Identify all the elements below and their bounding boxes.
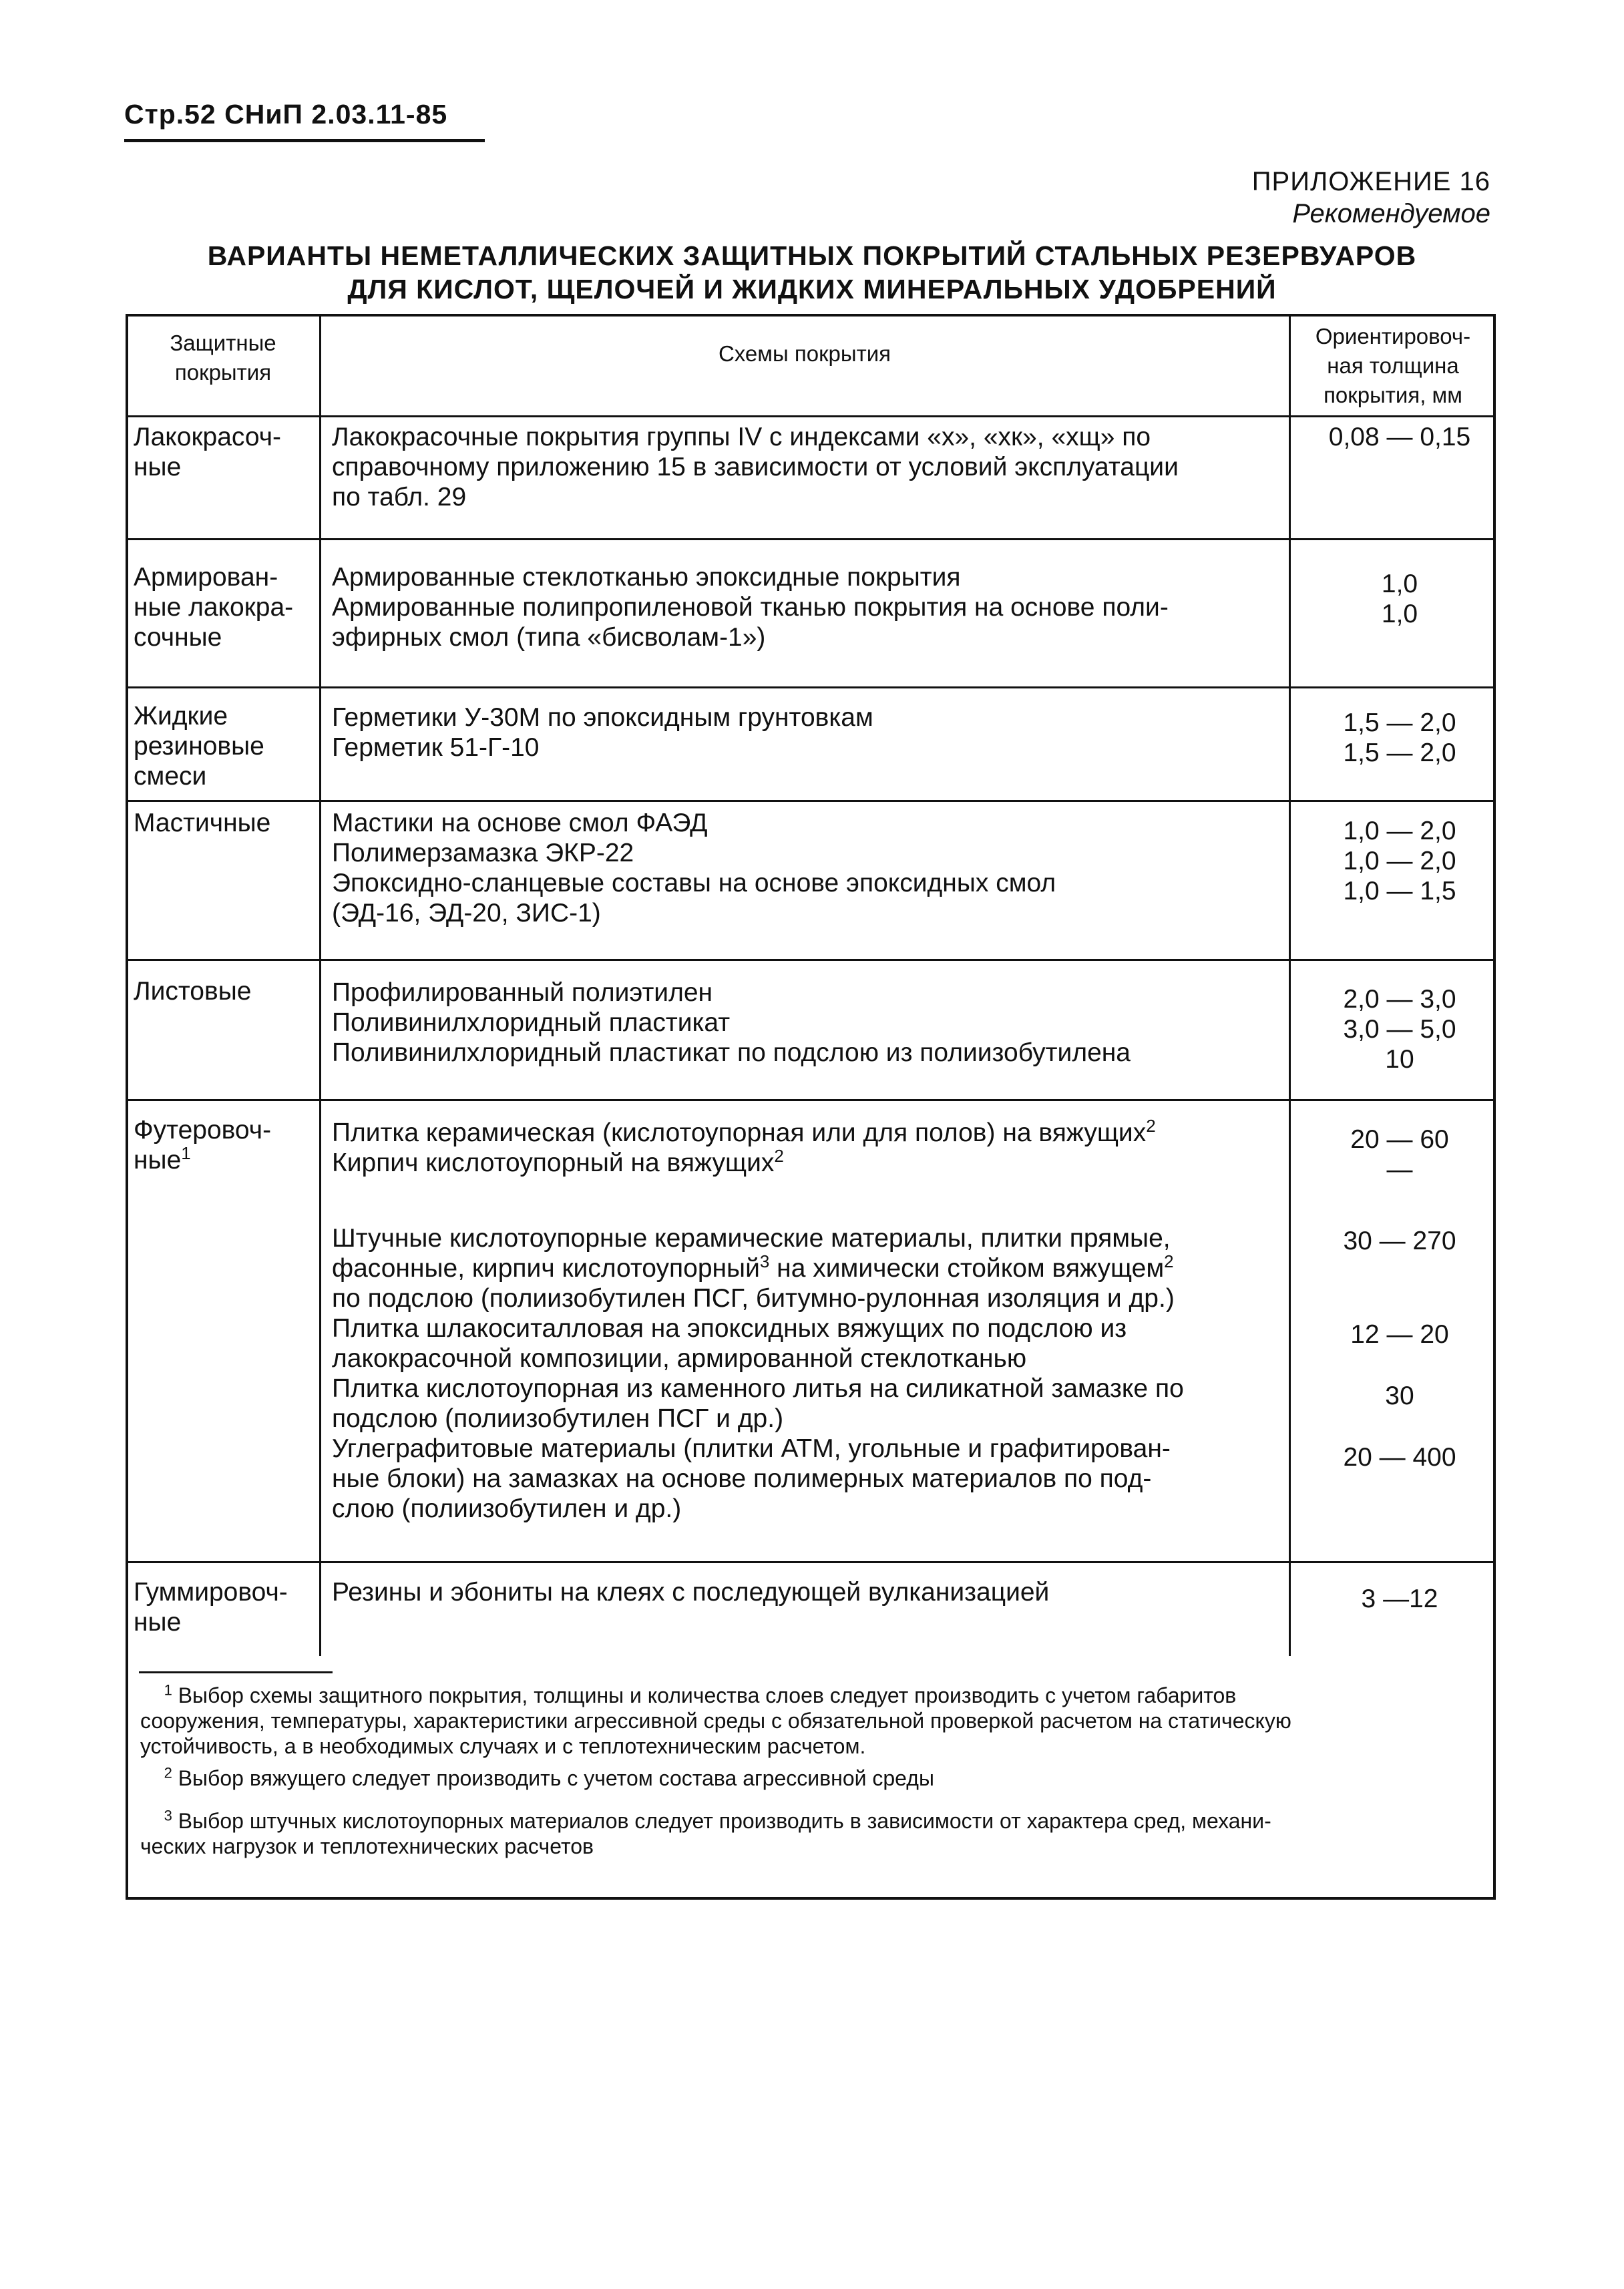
scheme-line: Армированные полипропиленовой тканью покрытия на основе поли- xyxy=(332,593,1169,622)
footnote-2 xyxy=(140,1765,1482,1791)
footnote-ref-2: 2 xyxy=(1146,1116,1156,1136)
row-4-coating-type xyxy=(134,808,270,838)
header-col3-line: Ориентировоч- xyxy=(1315,324,1471,349)
row-6-scheme-b xyxy=(332,1223,1175,1313)
scheme-line: Эпоксидно-сланцевые составы на основе эпоксидных смол xyxy=(332,869,1056,897)
scheme-line: Плитка кислотоупорная из каменного литья на силикатной замазке по xyxy=(332,1374,1184,1403)
thickness-value: 1,0 — 2,0 xyxy=(1343,817,1456,845)
row-6-scheme-d xyxy=(332,1374,1184,1434)
header-col2-label: Схемы покрытия xyxy=(718,341,891,366)
row-divider-3 xyxy=(126,800,1496,802)
type-line: ные xyxy=(134,1608,182,1637)
header-protective-coatings xyxy=(128,329,318,387)
row-6-scheme-c xyxy=(332,1313,1127,1374)
row-6-thickness-e xyxy=(1299,1442,1500,1472)
header-col1-line: Защитные xyxy=(170,331,276,355)
header-col3-line: покрытия, мм xyxy=(1324,383,1462,407)
scheme-line: Плитка шлакоситалловая на эпоксидных вяжущих по подслою из xyxy=(332,1314,1127,1343)
footnote-text: Выбор штучных кислотоупорных материалов следует производить в зависимости от характера сред, механи- xyxy=(178,1809,1271,1833)
thickness-value: 1,0 — 1,5 xyxy=(1343,877,1456,905)
scheme-line: Полимерзамазка ЭКР-22 xyxy=(332,839,634,867)
type-line-text: ные xyxy=(134,1146,182,1175)
type-line: Гуммировоч- xyxy=(134,1578,288,1607)
row-2-coating-type xyxy=(134,562,293,652)
thickness-value: 3 —12 xyxy=(1361,1585,1438,1613)
scheme-line: эфирных смол (типа «бисволам-1») xyxy=(332,623,766,652)
footnote-ref-3: 3 xyxy=(759,1251,770,1271)
scheme-line: лакокрасочной композиции, армированной стеклотканью xyxy=(332,1344,1027,1373)
row-3-scheme xyxy=(332,702,873,763)
row-6-coating-type xyxy=(134,1115,271,1175)
type-line: Лакокрасоч- xyxy=(134,423,281,451)
type-line xyxy=(134,1145,271,1175)
header-row-divider xyxy=(126,415,1496,417)
footnote-1 xyxy=(140,1683,1482,1759)
thickness-value: 12 — 20 xyxy=(1350,1320,1449,1349)
thickness-value: 10 xyxy=(1385,1045,1414,1074)
type-line: резиновые xyxy=(134,732,264,761)
footnote-line xyxy=(140,1808,1482,1834)
row-5-coating-type xyxy=(134,976,251,1006)
row-5-thickness xyxy=(1299,984,1500,1074)
scheme-line: слою (полиизобутилен и др.) xyxy=(332,1494,682,1523)
type-line: Мастичные xyxy=(134,809,271,837)
row-6-scheme-a xyxy=(332,1118,1156,1178)
appendix-label: ПРИЛОЖЕНИЕ 16 xyxy=(1251,167,1490,196)
row-7-coating-type xyxy=(134,1577,288,1637)
document-title xyxy=(124,239,1500,306)
footnote-mark: 3 xyxy=(164,1807,172,1824)
type-line: смеси xyxy=(134,762,207,791)
scheme-line: по табл. 29 xyxy=(332,483,467,511)
header-coating-schemes xyxy=(322,339,1287,369)
scheme-line: Углеграфитовые материалы (плитки АТМ, угольные и графитирован- xyxy=(332,1434,1171,1463)
type-line: Листовые xyxy=(134,977,252,1006)
column-divider-2 xyxy=(1289,314,1291,1656)
thickness-value: 20 — 400 xyxy=(1343,1443,1456,1472)
type-line: ные xyxy=(134,453,182,481)
thickness-value: 1,0 xyxy=(1381,600,1418,628)
footnote-3 xyxy=(140,1808,1482,1859)
scheme-line: Поливинилхлоридный пластикат xyxy=(332,1008,731,1037)
type-line: Футеровоч- xyxy=(134,1116,272,1144)
row-1-coating-type xyxy=(134,422,281,482)
scheme-line: (ЭД-16, ЭД-20, ЗИС-1) xyxy=(332,899,601,927)
row-divider-1 xyxy=(126,538,1496,540)
footnote-mark: 2 xyxy=(164,1764,172,1782)
row-6-thickness-a xyxy=(1299,1124,1500,1185)
type-line: Жидкие xyxy=(134,702,228,731)
thickness-value: 30 xyxy=(1385,1382,1414,1410)
page-header: Стр.52 СНиП 2.03.11-85 xyxy=(124,99,448,130)
row-divider-2 xyxy=(126,686,1496,688)
row-7-thickness xyxy=(1299,1584,1500,1614)
document-title-line-2: ДЛЯ КИСЛОТ, ЩЕЛОЧЕЙ И ЖИДКИХ МИНЕРАЛЬНЫХ УДОБРЕНИЙ xyxy=(347,274,1277,304)
row-1-thickness xyxy=(1299,422,1500,452)
row-5-scheme xyxy=(332,978,1131,1068)
footnote-ref-2: 2 xyxy=(774,1146,784,1166)
thickness-value: 30 — 270 xyxy=(1343,1227,1456,1255)
row-2-thickness xyxy=(1299,569,1500,629)
row-1-scheme xyxy=(332,422,1179,512)
footnote-line xyxy=(140,1765,1482,1791)
appendix-status: Рекомендуемое xyxy=(1292,199,1490,228)
footnote-line xyxy=(140,1683,1482,1708)
thickness-value: 1,5 — 2,0 xyxy=(1343,739,1456,767)
row-7-scheme xyxy=(332,1577,1049,1607)
row-divider-6 xyxy=(126,1561,1496,1563)
thickness-value: — xyxy=(1386,1155,1413,1184)
thickness-value: 1,0 — 2,0 xyxy=(1343,847,1456,875)
header-col1-line: покрытия xyxy=(174,360,272,385)
header-col3-line: ная толщина xyxy=(1327,353,1459,378)
type-line: ные лакокра- xyxy=(134,593,294,622)
scheme-line: Мастики на основе смол ФАЭД xyxy=(332,809,708,837)
scheme-text: фасонные, кирпич кислотоупорный xyxy=(332,1254,760,1283)
header-thickness xyxy=(1291,322,1494,410)
scheme-line xyxy=(332,1148,1156,1178)
footnote-line: ческих нагрузок и теплотехнических расчетов xyxy=(140,1834,594,1858)
scheme-text: Плитка керамическая (кислотоупорная или для полов) на вяжущих xyxy=(332,1118,1147,1147)
column-divider-1 xyxy=(319,314,321,1656)
row-2-scheme xyxy=(332,562,1169,652)
scheme-line: справочному приложению 15 в зависимости от условий эксплуатации xyxy=(332,453,1179,481)
scheme-line: Поливинилхлоридный пластикат по подслою из полиизобутилена xyxy=(332,1038,1131,1067)
document-title-line-1: ВАРИАНТЫ НЕМЕТАЛЛИЧЕСКИХ ЗАЩИТНЫХ ПОКРЫТИЙ СТАЛЬНЫХ РЕЗЕРВУАРОВ xyxy=(207,240,1417,271)
scheme-line: Армированные стеклотканью эпоксидные покрытия xyxy=(332,563,961,592)
scheme-text: на химически стойком вяжущем xyxy=(769,1254,1165,1283)
row-6-thickness-c xyxy=(1299,1319,1500,1349)
thickness-value: 3,0 — 5,0 xyxy=(1343,1015,1456,1044)
footnote-rule xyxy=(139,1671,333,1673)
scheme-line: подслою (полиизобутилен ПСГ и др.) xyxy=(332,1404,784,1433)
footnote-ref-1: 1 xyxy=(181,1143,191,1163)
scheme-line: Штучные кислотоупорные керамические материалы, плитки прямые, xyxy=(332,1224,1171,1253)
scheme-text: Кирпич кислотоупорный на вяжущих xyxy=(332,1149,775,1177)
thickness-value: 2,0 — 3,0 xyxy=(1343,985,1456,1014)
scheme-line: Герметик 51-Г-10 xyxy=(332,733,540,762)
scheme-line: Резины и эбониты на клеях с последующей вулканизацией xyxy=(332,1578,1050,1607)
row-6-scheme-e xyxy=(332,1434,1171,1524)
footnote-text: Выбор схемы защитного покрытия, толщины и количества слоев следует производить с учетом габаритов xyxy=(178,1683,1237,1707)
row-6-thickness-b xyxy=(1299,1226,1500,1256)
scheme-line: по подслою (полиизобутилен ПСГ, битумно-рулонная изоляция и др.) xyxy=(332,1284,1175,1313)
row-divider-4 xyxy=(126,959,1496,961)
header-rule xyxy=(124,139,485,142)
scheme-line: Лакокрасочные покрытия группы IV с индексами «х», «хк», «хщ» по xyxy=(332,423,1151,451)
footnote-mark: 1 xyxy=(164,1681,172,1699)
scheme-line: Герметики У-30М по эпоксидным грунтовкам xyxy=(332,703,873,732)
footnote-ref-2: 2 xyxy=(1164,1251,1174,1271)
scheme-line xyxy=(332,1253,1175,1283)
thickness-value: 1,5 — 2,0 xyxy=(1343,708,1456,737)
row-6-thickness-d xyxy=(1299,1381,1500,1411)
thickness-value: 1,0 xyxy=(1381,570,1418,598)
row-3-thickness xyxy=(1299,708,1500,768)
row-4-thickness xyxy=(1299,816,1500,906)
footnote-text: Выбор вяжущего следует производить с учетом состава агрессивной среды xyxy=(178,1766,934,1790)
scheme-line xyxy=(332,1118,1156,1148)
row-3-coating-type xyxy=(134,701,264,791)
thickness-value: 20 — 60 xyxy=(1350,1125,1449,1154)
row-divider-5 xyxy=(126,1099,1496,1101)
scheme-line: Профилированный полиэтилен xyxy=(332,978,713,1007)
type-line: Армирован- xyxy=(134,563,278,592)
type-line: сочные xyxy=(134,623,222,652)
thickness-value: 0,08 — 0,15 xyxy=(1328,423,1471,451)
footnote-line: устойчивость, а в необходимых случаях и с теплотехническим расчетом. xyxy=(140,1734,866,1758)
row-4-scheme xyxy=(332,808,1056,928)
scheme-line: ные блоки) на замазках на основе полимерных материалов по под- xyxy=(332,1464,1152,1493)
footnote-line: сооружения, температуры, характеристики агрессивной среды с обязательной проверкой расчетом на статическую xyxy=(140,1709,1291,1733)
